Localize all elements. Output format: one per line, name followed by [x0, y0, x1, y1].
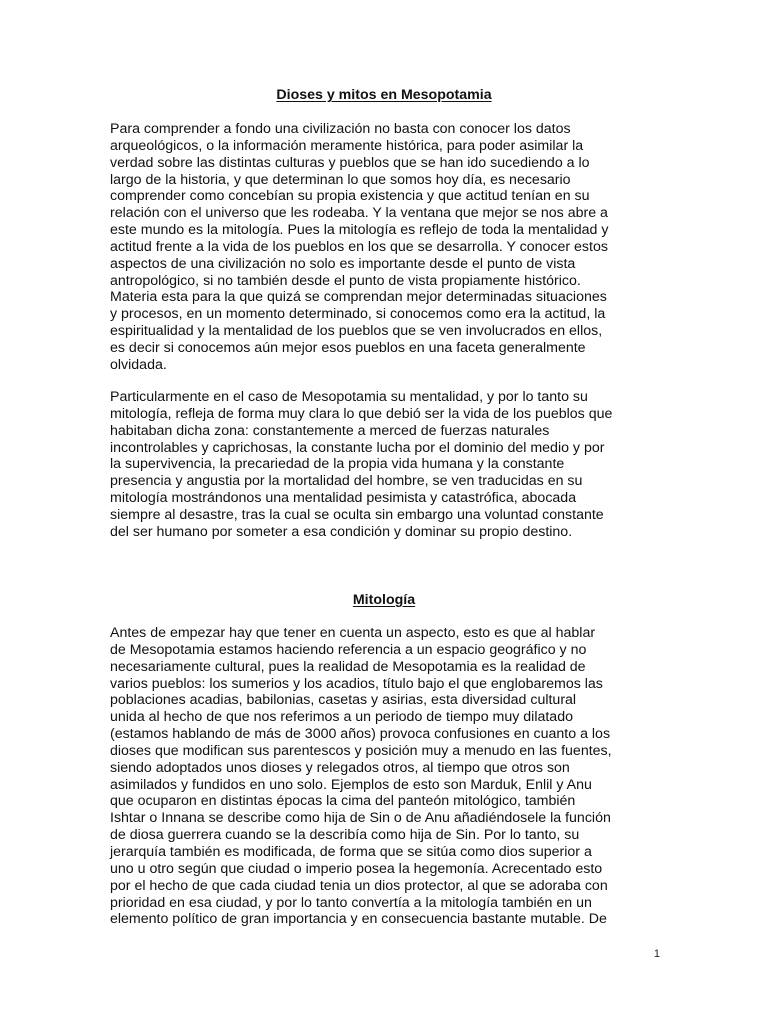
paragraph-line: jerarquía también es modificada, de forma que se sitúa como dios superior a	[110, 843, 592, 860]
paragraph-line: poblaciones acadias, babilonias, casetas y asirias, esta diversidad cultural	[110, 692, 577, 709]
paragraph-line: Antes de empezar hay que tener en cuenta un aspecto, esto es que al hablar	[110, 625, 596, 641]
paragraph-line: Materia esta para la que quizá se comprendan mejor determinadas situaciones	[110, 289, 607, 306]
paragraph-line: de diosa guerrera cuando se la describía como hija de Sin. Por lo tanto, su	[110, 827, 580, 844]
paragraph-line: elemento político de gran importancia y en consecuencia bastante mutable. De	[110, 911, 607, 928]
paragraph-line: Ishtar o Innana se describe como hija de Sin o de Anu añadiéndosele la función	[110, 810, 611, 827]
paragraph-line: actitud frente a la vida de los pueblos en los que se desarrolla. Y conocer estos	[110, 238, 608, 255]
paragraph-line: de Mesopotamia estamos haciendo referencia a un espacio geográfico y no	[110, 641, 587, 658]
section-title: Mitología	[352, 592, 416, 608]
context-paragraph	[110, 389, 661, 541]
paragraph-line: Para comprender a fondo una civilización no basta con conocer los datos	[110, 121, 571, 137]
paragraph-line: incontrolables y caprichosas, la constante lucha por el dominio del medio y por	[110, 439, 605, 456]
paragraph-line: varios pueblos: los sumerios y los acadios, título bajo el que englobaremos las	[110, 675, 603, 692]
paragraph-line: este mundo es la mitología. Pues la mitología es reflejo de toda la mentalidad y	[110, 222, 609, 239]
intro-paragraph	[110, 121, 661, 374]
paragraph-line: y procesos, en un momento determinado, si conocemos como era la actitud, la	[110, 306, 606, 323]
paragraph-line: Particularmente en el caso de Mesopotamia su mentalidad, y por lo tanto su	[110, 389, 588, 405]
paragraph-line: es decir si conocemos aún mejor esos pueblos en una faceta generalmente	[110, 339, 586, 356]
paragraph-line: (estamos hablando de más de 3000 años) provoca confusiones en cuanto a los	[110, 726, 611, 743]
paragraph-line: relación con el universo que les rodeaba. Y la ventana que mejor se nos abre a	[110, 205, 608, 222]
paragraph-line: necesariamente cultural, pues la realidad de Mesopotamia es la realidad de	[110, 658, 586, 675]
paragraph-line: asimilados y fundidos en uno solo. Ejemplos de esto son Marduk, Enlil y Anu	[110, 776, 592, 793]
paragraph-line: por el hecho de que cada ciudad tenia un dios protector, al que se adoraba con	[110, 877, 608, 894]
paragraph-line: olvidada.	[110, 356, 167, 373]
paragraph-line: largo de la historia, y que determinan lo que somos hoy día, es necesario	[110, 171, 571, 188]
paragraph-line: que ocuparon en distintas épocas la cima del panteón mitológico, también	[110, 793, 576, 810]
paragraph-line: siendo adoptados unos dioses y relegados otros, al tiempo que otros son	[110, 759, 570, 776]
paragraph-line: habitaban dicha zona: constantemente a merced de fuerzas naturales	[110, 422, 550, 439]
paragraph-line: espiritualidad y la mentalidad de los pueblos que se ven involucrados en ellos,	[110, 323, 603, 340]
paragraph-line: uno u otro según que ciudad o imperio posea la hegemonía. Acrecentado esto	[110, 860, 603, 877]
paragraph-line: siempre al desastre, tras la cual se oculta sin embargo una voluntad constante	[110, 506, 604, 523]
paragraph-line: verdad sobre las distintas culturas y pueblos que se han ido sucediendo a lo	[110, 154, 590, 171]
paragraph-line: la supervivencia, la precariedad de la propia vida humana y la constante	[110, 456, 565, 473]
document-title: Dioses y mitos en Mesopotamia	[276, 87, 492, 103]
paragraph-line: mitología mostrándonos una mentalidad pesimista y catastrófica, abocada	[110, 490, 577, 507]
paragraph-line: del ser humano por someter a esa condición y dominar su propio destino.	[110, 523, 573, 540]
paragraph-line: comprender como concebían su propia existencia y que actitud tenían en su	[110, 188, 590, 205]
paragraph-line: prioridad en esa ciudad, y por lo tanto convertía a la mitología también en un	[110, 894, 592, 911]
paragraph-line: aspectos de una civilización no solo es importante desde el punto de vista	[110, 255, 576, 272]
paragraph-line: dioses que modifican sus parentescos y posición muy a menudo en las fuentes,	[110, 742, 612, 759]
paragraph-line: mitología, refleja de forma muy clara lo que debió ser la vida de los pueblos que	[110, 405, 613, 422]
paragraph-line: presencia y angustia por la mortalidad del hombre, se ven traducidas en su	[110, 473, 583, 490]
page-number: 1	[653, 948, 660, 960]
paragraph-line: antropológico, si no también desde el punto de vista propiamente histórico.	[110, 272, 581, 289]
paragraph-line: unida al hecho de que nos referimos a un periodo de tiempo muy dilatado	[110, 709, 573, 726]
mythology-paragraph	[110, 625, 661, 928]
paragraph-line: arqueológicos, o la información meramente histórica, para poder asimilar la	[110, 137, 584, 154]
